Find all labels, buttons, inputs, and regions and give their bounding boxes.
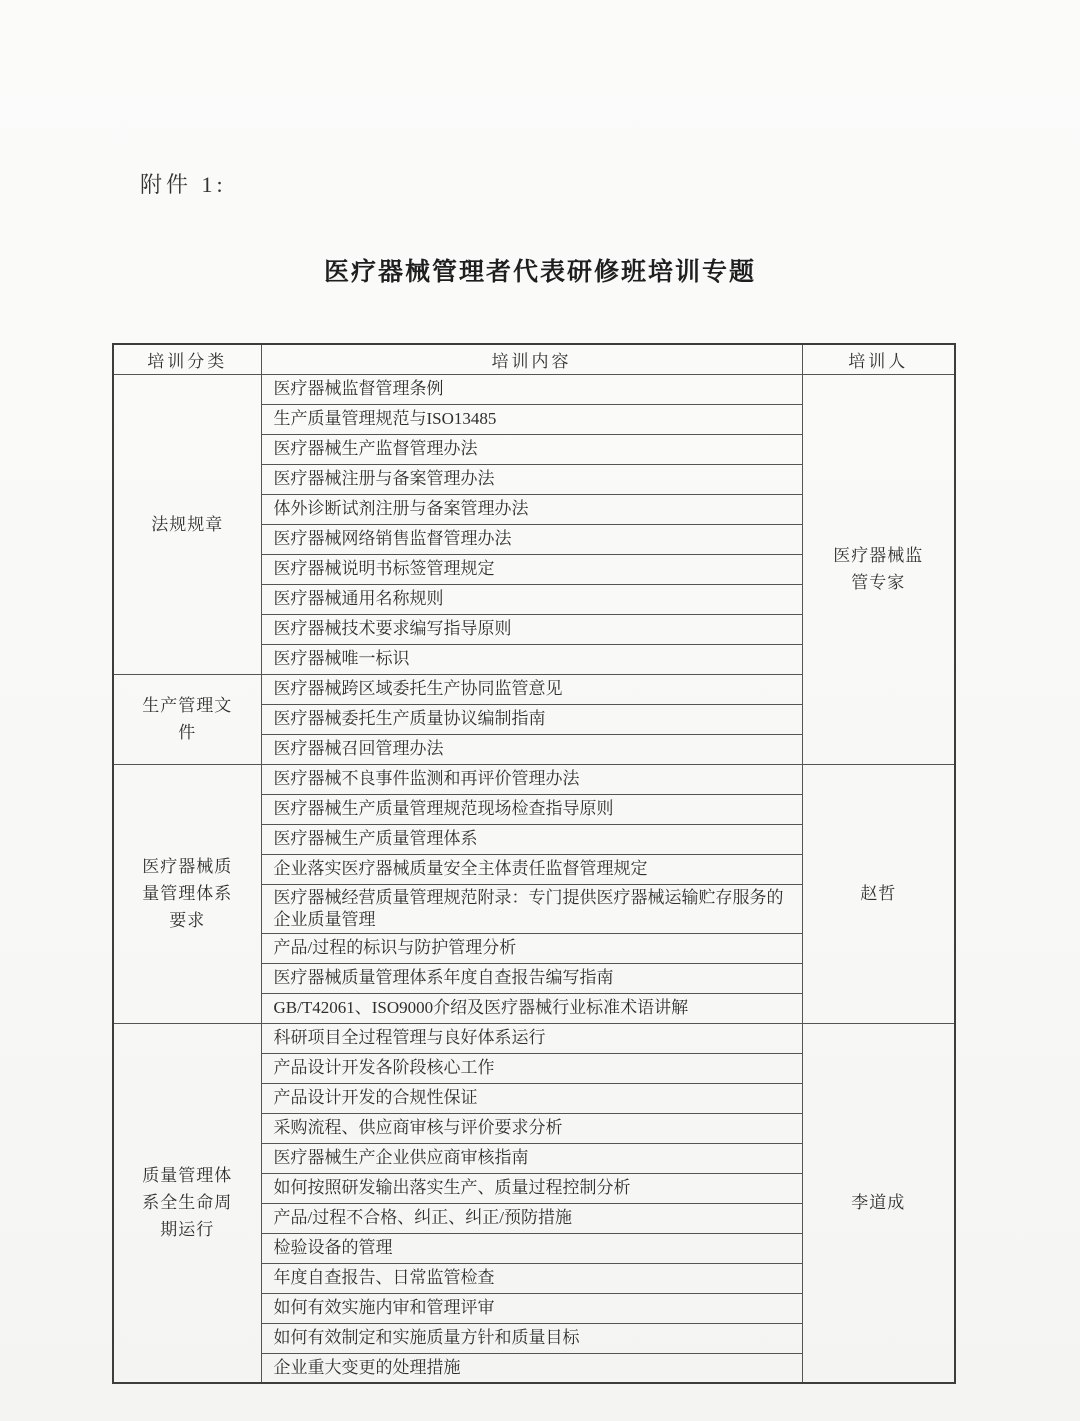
content-cell: 医疗器械监督管理条例: [261, 374, 802, 404]
trainer-cell: 李道成: [802, 1023, 955, 1383]
content-cell: GB/T42061、ISO9000介绍及医疗器械行业标准术语讲解: [261, 993, 802, 1023]
content-cell: 产品/过程的标识与防护管理分析: [261, 933, 802, 963]
content-cell: 企业落实医疗器械质量安全主体责任监督管理规定: [261, 854, 802, 884]
content-cell: 产品设计开发的合规性保证: [261, 1083, 802, 1113]
content-cell: 医疗器械召回管理办法: [261, 734, 802, 764]
content-cell: 医疗器械跨区域委托生产协同监管意见: [261, 674, 802, 704]
content-cell: 医疗器械生产监督管理办法: [261, 434, 802, 464]
content-cell: 医疗器械不良事件监测和再评价管理办法: [261, 764, 802, 794]
content-cell: 医疗器械生产质量管理体系: [261, 824, 802, 854]
content-cell: 医疗器械经营质量管理规范附录：专门提供医疗器械运输贮存服务的企业质量管理: [261, 884, 802, 933]
content-cell: 如何有效实施内审和管理评审: [261, 1293, 802, 1323]
page-title: 医疗器械管理者代表研修班培训专题: [323, 259, 756, 286]
col-header-content: 培训内容: [261, 344, 802, 374]
content-cell: 年度自查报告、日常监管检查: [261, 1263, 802, 1293]
col-header-category: 培训分类: [113, 344, 261, 374]
trainer-cell: 医疗器械监管专家: [802, 374, 955, 764]
content-cell: 生产质量管理规范与ISO13485: [261, 404, 802, 434]
content-cell: 医疗器械唯一标识: [261, 644, 802, 674]
content-cell: 检验设备的管理: [261, 1233, 802, 1263]
content-cell: 企业重大变更的处理措施: [261, 1353, 802, 1383]
category-cell: 生产管理文件: [113, 674, 261, 764]
content-cell: 医疗器械质量管理体系年度自查报告编写指南: [261, 963, 802, 993]
content-cell: 如何按照研发输出落实生产、质量过程控制分析: [261, 1173, 802, 1203]
content-cell: 体外诊断试剂注册与备案管理办法: [261, 494, 802, 524]
content-cell: 医疗器械网络销售监督管理办法: [261, 524, 802, 554]
content-cell: 医疗器械生产企业供应商审核指南: [261, 1143, 802, 1173]
trainer-cell: 赵哲: [802, 764, 955, 1023]
table-row: [113, 764, 955, 794]
content-cell: 产品/过程不合格、纠正、纠正/预防措施: [261, 1203, 802, 1233]
content-cell: 医疗器械生产质量管理规范现场检查指导原则: [261, 794, 802, 824]
content-cell: 医疗器械通用名称规则: [261, 584, 802, 614]
content-cell: 科研项目全过程管理与良好体系运行: [261, 1023, 802, 1053]
col-header-trainer: 培训人: [802, 344, 955, 374]
content-cell: 产品设计开发各阶段核心工作: [261, 1053, 802, 1083]
content-cell: 采购流程、供应商审核与评价要求分析: [261, 1113, 802, 1143]
table-row: [113, 1023, 955, 1053]
table-header-row: [113, 344, 955, 374]
attachment-label: 附件 1:: [140, 172, 227, 197]
content-cell: 医疗器械委托生产质量协议编制指南: [261, 704, 802, 734]
content-cell: 医疗器械说明书标签管理规定: [261, 554, 802, 584]
category-cell: 医疗器械质量管理体系要求: [113, 764, 261, 1023]
content-cell: 医疗器械注册与备案管理办法: [261, 464, 802, 494]
content-cell: 如何有效制定和实施质量方针和质量目标: [261, 1323, 802, 1353]
training-topics-table: [112, 343, 956, 1384]
table-row: [113, 374, 955, 404]
category-cell: 法规规章: [113, 374, 261, 674]
category-cell: 质量管理体系全生命周期运行: [113, 1023, 261, 1383]
content-cell: 医疗器械技术要求编写指导原则: [261, 614, 802, 644]
